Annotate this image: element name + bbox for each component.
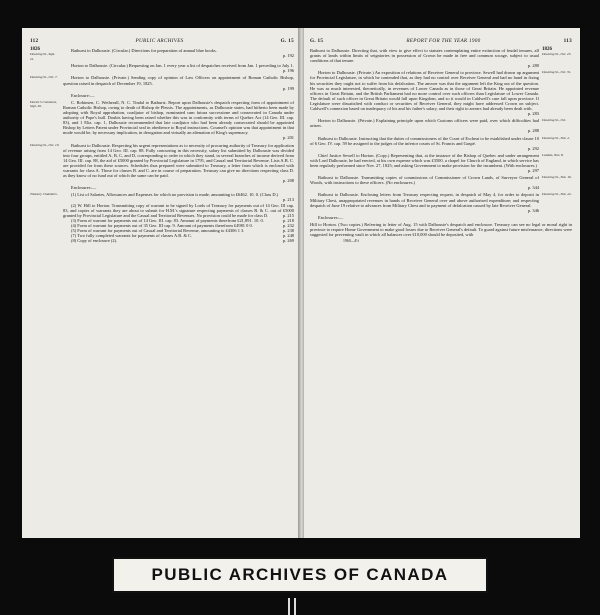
left-page-number: 112 (30, 38, 39, 44)
entry-body: Bathurst to Dalhousie. Transmitting copies of commissions of Commissioner of Crown Lands, of Surveyor General of Woods, with instructions to these officers. (No enclosures.) (310, 175, 539, 186)
margin-note-treasury: Treasury Chambers. (30, 192, 58, 197)
left-running-head: PUBLIC ARCHIVES (135, 38, 184, 44)
entry-body: Horton to Dalhousie. (Private.) Explaining principle upon which Customs officers were paid, over which difficulties had arisen. (310, 118, 539, 129)
entry-body: Bathurst to Dalhousie. (Circular.) Directions for preparation of annual blue books. (71, 48, 217, 53)
left-running-header (30, 38, 294, 44)
margin-text: Doctor's Commons, Sept. 26. (30, 99, 57, 109)
entry-text (63, 75, 294, 90)
enclosure-text: (5) Form of warrant for payments out of Casual and Territorial Revenue, amounting to £4306 1 3. (71, 228, 245, 234)
entry (30, 75, 294, 90)
margin-note (30, 93, 60, 98)
right-page-number: 113 (563, 38, 572, 44)
margin-note (30, 48, 60, 61)
left-page (22, 28, 300, 538)
left-ref: G. 15 (280, 38, 294, 44)
entry (30, 100, 294, 141)
entry-text (310, 70, 539, 116)
margin-note: Downing St., Nov. 16. (542, 175, 572, 180)
page-ref: p. 248 (282, 233, 294, 239)
entry-text (63, 63, 294, 73)
entry-body: Bathurst to Dalhousie. Instructing that the duties of commissioners of the Court of Escheat to be established under clause 10 of 6 Geo. IV. cap. 59 be assigned to the judges of the inferior courts of St. Francis and Gaspé. (310, 135, 539, 146)
signature-mark: 1960—4½ (343, 239, 360, 244)
entry-body: Horton to Dalhousie. (Private.) Sending copy of opinion of Law Officers on appointment of Roman Catholic Bishop, question raised in despatch of December 19, 1825. (63, 75, 294, 86)
margin-note: 1826 Downing St., Oct. 25. (542, 47, 572, 57)
entry-body: Bathurst to Dalhousie. Respecting his urgent representations as to necessity of procuring authority of Treasury for application of revenue arising from 14 Geo. III. cap. 88. Fully concurring in this necessity, salary list submitted by Dalhousie was divided into four groups, entitled A, B, C, and D, corresponding to order in which they stand, in several branches of income derived from 14 Geo. III. cap. 88, the aid of £5000 granted by Provincial Legislature in 1795, and Casual and Territorial Revenue. Lists A.B. C. are provided for from these sources. Schedules thus prepared were submitted to Treasury, a letter from which is enclosed with warrants for class A. Those for classes B. and C. are in course of preparation. Treasury can give no directions respecting class D. as they know of no fund out of which the same can be paid. (63, 142, 294, 179)
right-entries (310, 70, 572, 212)
archive-label: PUBLIC ARCHIVES OF CANADA (112, 557, 488, 593)
page-ref: p. 213 (282, 197, 294, 203)
page-ref: p. 292 (527, 145, 539, 151)
enclosure-text: (2) W. Hill to Horton. Transmitting copy of warrant to be signed by Lords of Treasury for payments out of 14 Geo. III cap. 83, and copies of warrants they are about to submit for H.M.'s signature respecting payments of classes B. & C. out of £5000 granted by Provincial Legislature and the Casual and Territorial Revenues. No provision could be made for class D. (63, 202, 294, 218)
margin-note: London, Nov. 8. (542, 152, 564, 157)
enclosure-text: (7) Two fully completed warrants for payments of classes A.B. & C. (71, 233, 193, 239)
page-ref: p. 232 (282, 222, 294, 228)
left-entries (30, 48, 294, 183)
margin-note: Downing St., Oct. 31. (542, 70, 572, 75)
left-enclosures-heading: Enclosures:— (30, 185, 294, 190)
page-ref: p. 215 (282, 212, 294, 218)
margin-note (30, 75, 60, 90)
left-enclosures (30, 192, 294, 243)
entry (310, 118, 572, 133)
entry-text (310, 153, 539, 173)
page-ref: p. 288 (527, 128, 539, 134)
right-ref: G. 15 (310, 38, 324, 44)
entry (30, 48, 294, 61)
page-ref: p. 208 (282, 178, 294, 184)
margin-note (30, 100, 60, 141)
entry-body: Horton to Dalhousie. (Circular.) Requesting on Jan. 1 every year a list of despatches received from Jan. 1 preceding to July 1. (71, 63, 294, 69)
page-ref: p. 199 (282, 85, 294, 91)
entry-text (63, 93, 294, 98)
page-ref: p. 238 (282, 228, 294, 234)
entry-text (310, 118, 539, 133)
enclosure-item (63, 192, 294, 202)
enclosure-item (63, 203, 294, 218)
margin-note: Downing St., Nov. 2. (542, 135, 570, 140)
enclosure-text: (1) List of Salaries, Allowances and Expenses for which no provision is made, amounting to £6462. 10. 0. (Class D.) (71, 192, 279, 198)
entry-body: Chief Justice Sewell to Horton. (Copy.) Representing that, at the instance of the Bishop of Quebec and under arrangement with Lord Dalhousie, he had erected, at his own expense which was £3500, a chapel for Church of England, in which service has been regularly performed since Nov. 27, 1825; and asking Government to make provision for the incumbent. (With enclosures.) (310, 152, 539, 168)
film-clip (294, 598, 296, 615)
right-page (304, 28, 580, 538)
entry-body: Enclosure:— (71, 92, 95, 98)
entry-text (310, 192, 539, 212)
enclosure-text: (4) Form of warrant for payments out of 35 Geo. III cap. 9. Amount of payments therefrom £4981 0 0. (71, 222, 253, 228)
right-running-head: REPORT FOR THE YEAR 1900 (406, 38, 481, 44)
page-ref: p. 346 (527, 207, 539, 213)
entry-text (310, 175, 539, 190)
page-ref: p. 297 (527, 168, 539, 174)
right-enclosures-heading: Enclosures:— (318, 214, 344, 220)
margin-note (30, 63, 60, 73)
page-ref: p. 344 (527, 185, 539, 191)
right-running-header (310, 38, 572, 44)
page-ref: p. 201 (282, 135, 294, 141)
margin-text: Downing St., Sept. 21. (30, 52, 56, 61)
entry-body: Bathurst to Dalhousie. Enclosing letters from Treasury respecting request, in despatch of May 4, for order to deposit in Military Chest, unappropriated revenues in hands of Receiver General over and above authorised expenditure; and respecting despatch of June 19 relative to advances from Military Chest and to payment of defalcation caused by late Receiver General. (310, 192, 539, 208)
page-ref: p. 196 (282, 68, 294, 74)
entry-text (63, 48, 294, 61)
enclosure-text: (8) Copy of enclosure (2). (71, 238, 118, 244)
entry-text (310, 136, 539, 151)
margin-text: Downing St., Oct. 7. (30, 75, 58, 80)
entry (310, 175, 572, 190)
entry (30, 93, 294, 98)
right-continuation: Bathurst to Dalhousie. Directing that, with view to give effect to statutes contemplating entire extinction of feudal tenures, all grants of lands within limits of seigniories in possession of Crown be made in free and common socage, subject to usual conditions of that tenure. p. 280 1826 Downing St., Oct. 25. (310, 47, 572, 69)
page-ref: p. 192 (282, 53, 294, 59)
entry (310, 136, 572, 151)
entry (30, 143, 294, 184)
entry-text (63, 100, 294, 141)
margin-note: Downing St., Oct. (542, 118, 567, 123)
margin-text: Downing St., Oct. 10. (30, 142, 60, 147)
enclosure-text: (3) Form of warrant for payments out of 14 Geo. III. cap. 83. Amount of payments therefrom £21,891. 10. 0. (71, 217, 264, 223)
page-ref: p. 218 (282, 217, 294, 223)
page-ref: p. 283 (527, 111, 539, 117)
margin-note (30, 143, 60, 184)
page-ref: p. 269 (282, 238, 294, 244)
enclosure-item (63, 238, 294, 243)
margin-note (30, 185, 60, 190)
entry (30, 63, 294, 73)
entry (310, 192, 572, 212)
margin-year: 1826 (30, 47, 40, 52)
entry (310, 70, 572, 116)
entry-body: Horton to Dalhousie. (Private.) An exposition of relations of Receiver General to province. Sewell had drawn up argument for Provincial Legislature, in which he contended that, as they had no control over Receiver General and had no hand in fixing his securities they ought not to suffer from his defalcation. The answer was that the argument left the King out of the question. He was as much interested, theoretically, in revenues of Lower Canada as in those of Great Britain. He appointed revenue officers in Great Britain, and the British Parliament had no more control over such officers than Legislature of Lower Canada. The default of such officer in Great Britain would fall upon Kingdom, and so it would in Caldwell's case fall upon province. If Legislature were dissatisfied with conduct or securities of Receiver General, they might have addressed Crown on subject. Caldwell's connexion based on inadequacy of his and his father's salary, and their right to arrears had already been dealt with. (310, 70, 539, 112)
margin-note: Downing St., Nov. 22. (542, 192, 572, 197)
entry-text (63, 143, 294, 184)
entry-body: C. Robinsen, C. Wetherall, N. C. Tindal to Bathurst. Report upon Dalhousie's despatch respecting form of appointment of Roman Catholic Bishop, owing to death of Bishop de Plessis. The appointments, as Dalhousie states, had hitherto been made by adopting with Royal approbation, coadjutor of bishop, nominated cum futura successione and consecrated in Canada under authority of Pope's bull. Doubts having been raised whether this was in conformity with terms of Quebec Act (14 Geo. III. cap. 83), and 1 Eliz. cap. 1, Dalhousie recommended that late coadjutor who had been already consecrated should be appointed Bishop by Letters Patent under Provincial seal in obedience to Royal instructions. Counsel's opinion was that appointment in that mode would be, by necessary implication, in derogation and virtually an alienation of King's supremacy. (63, 99, 294, 136)
entry (310, 153, 572, 173)
right-last-entry: Hill to Horton. (Two copies.) Referring to letter of Aug. 15 with Dalhousie's despatch and enclosure. Treasury can see no legal or moral right in province to require Home Government to make good losses due to Receiver General's default. To guard against future misfeasance, directions were suggested for preventing vault in which all balances over £10,000 should be deposited, with (310, 221, 572, 238)
film-clip (288, 598, 290, 615)
